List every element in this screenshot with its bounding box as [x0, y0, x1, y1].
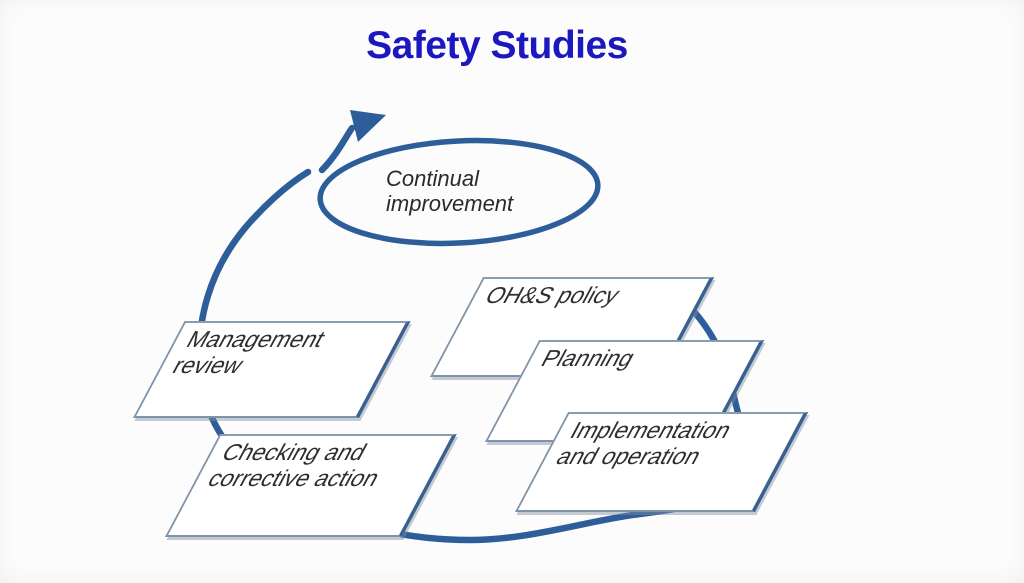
- box-management-line1: Management: [182, 326, 331, 352]
- continual-improvement-line1: Continual: [386, 166, 479, 191]
- box-implementation-line2: and operation: [551, 443, 707, 469]
- slide-title: Safety Studies: [366, 24, 628, 67]
- box-checking-line2: corrective action: [203, 465, 385, 491]
- box-implementation-line1: Implementation: [565, 417, 737, 443]
- cycle-arrowhead-icon: [350, 110, 386, 142]
- box-planning-label: Planning: [536, 345, 641, 371]
- box-ohs-policy-label: OH&S policy: [480, 282, 625, 308]
- continual-improvement-label: [386, 166, 513, 216]
- box-checking-line1: Checking and: [217, 439, 372, 465]
- continual-improvement-line2: improvement: [386, 191, 514, 216]
- box-management-line2: review: [168, 352, 249, 378]
